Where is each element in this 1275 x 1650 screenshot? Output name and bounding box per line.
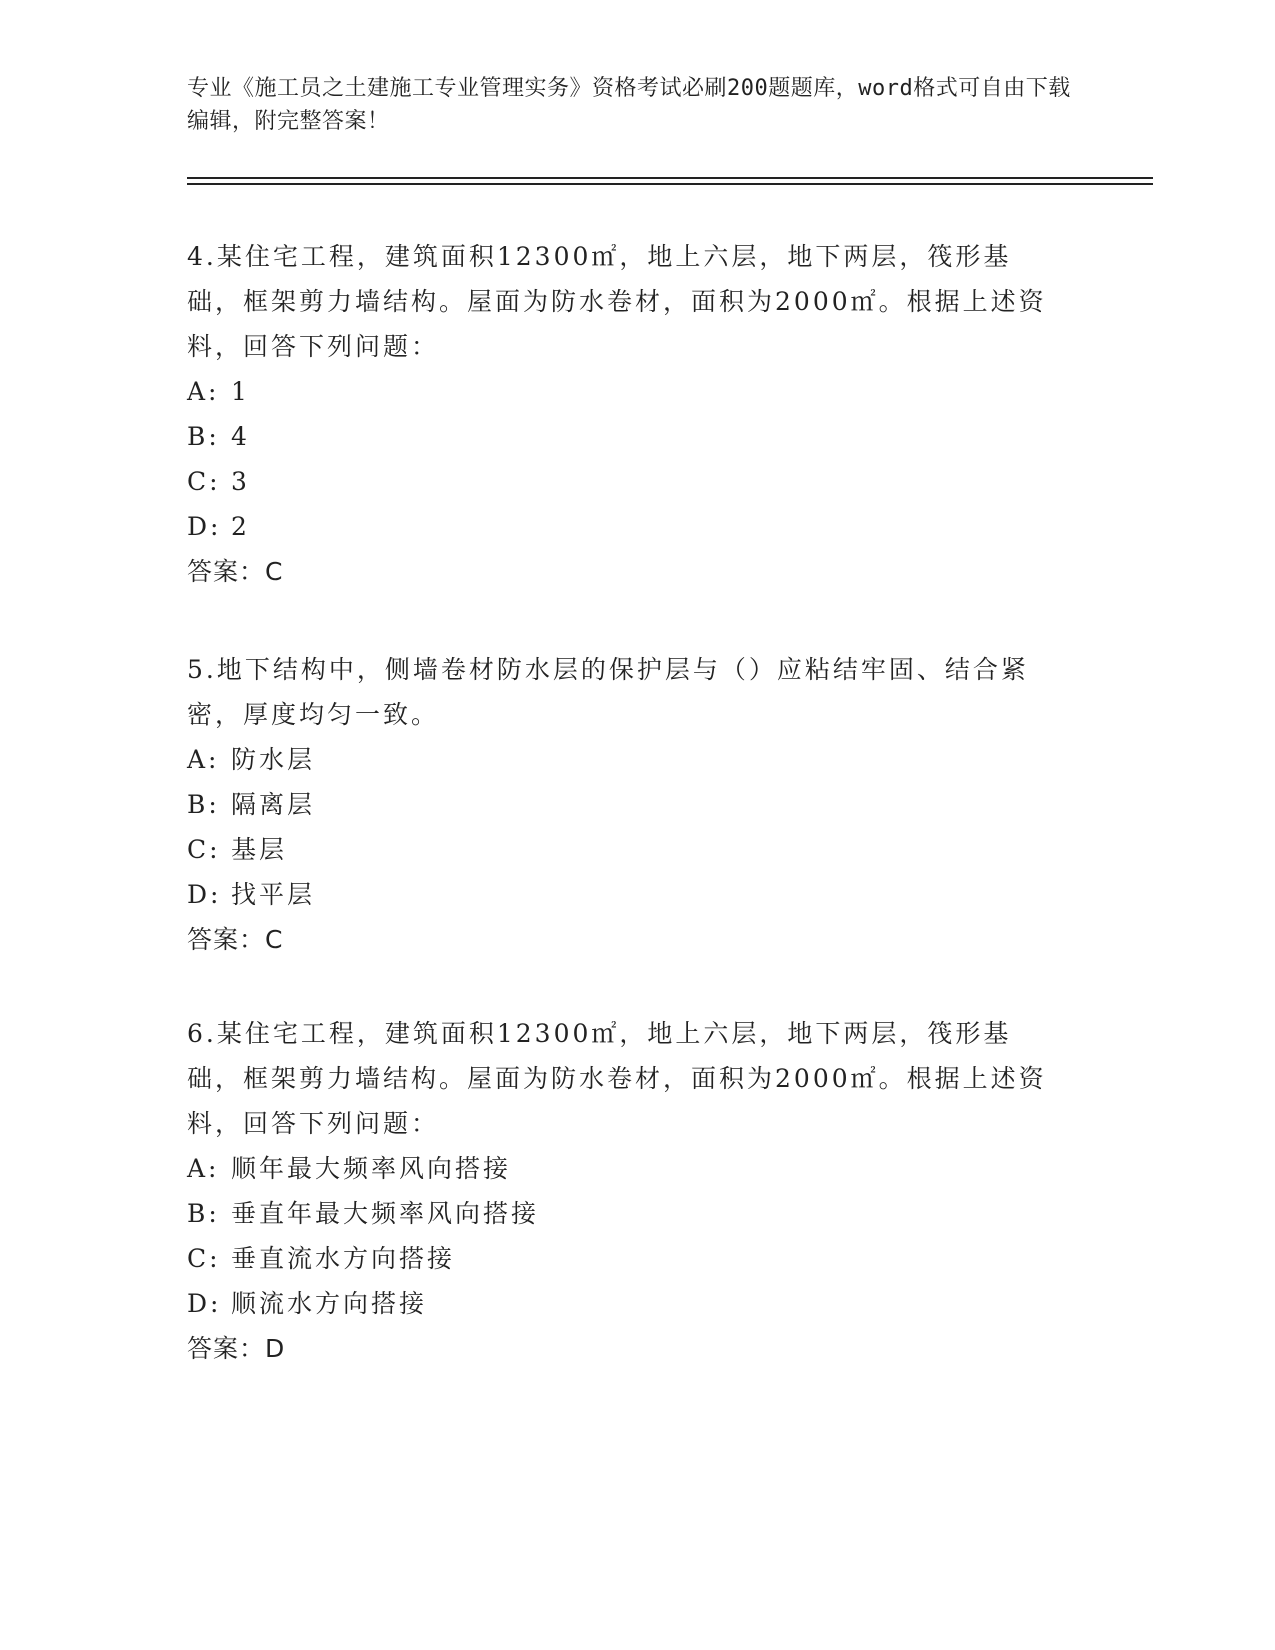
option-c xyxy=(187,459,1067,504)
option-c xyxy=(187,1236,1067,1281)
answer-line: 答案：D xyxy=(187,1334,286,1363)
option-text: 2 xyxy=(231,512,250,541)
question-5 xyxy=(187,647,1067,962)
option-text: 垂直年最大频率风向搭接 xyxy=(231,1199,540,1228)
option-label: C: xyxy=(187,1244,221,1273)
question-4 xyxy=(187,234,1067,594)
question-stem: 4.某住宅工程，建筑面积12300㎡，地上六层，地下两层，筏形基础，框架剪力墙结构。屋面为防水卷材，面积为2000㎡。根据上述资料，回答下列问题： xyxy=(187,242,1047,361)
option-text: 找平层 xyxy=(231,880,316,909)
option-label: A: xyxy=(187,377,220,406)
option-a xyxy=(187,369,1067,414)
option-text: 顺流水方向搭接 xyxy=(231,1289,428,1318)
option-text: 基层 xyxy=(231,835,288,864)
option-label: B: xyxy=(187,1199,220,1228)
option-label: A: xyxy=(187,1154,220,1183)
option-d xyxy=(187,1281,1067,1326)
option-d xyxy=(187,872,1067,917)
option-b xyxy=(187,782,1067,827)
question-6 xyxy=(187,1011,1067,1371)
header-rule-bottom xyxy=(187,183,1153,185)
option-b xyxy=(187,414,1067,459)
option-text: 1 xyxy=(231,377,250,406)
option-label: D: xyxy=(187,880,222,909)
option-label: B: xyxy=(187,422,220,451)
option-d xyxy=(187,504,1067,549)
option-label: D: xyxy=(187,512,222,541)
option-label: B: xyxy=(187,790,220,819)
option-label: C: xyxy=(187,467,221,496)
document-header xyxy=(187,72,1087,138)
option-text: 顺年最大频率风向搭接 xyxy=(231,1154,512,1183)
option-label: D: xyxy=(187,1289,222,1318)
option-a xyxy=(187,737,1067,782)
option-b xyxy=(187,1191,1067,1236)
option-label: A: xyxy=(187,745,220,774)
answer-line: 答案：C xyxy=(187,557,284,586)
option-a xyxy=(187,1146,1067,1191)
header-rule-top xyxy=(187,177,1153,179)
question-stem: 5.地下结构中，侧墙卷材防水层的保护层与（）应粘结牢固、结合紧密，厚度均匀一致。 xyxy=(187,655,1029,729)
option-text: 3 xyxy=(231,467,250,496)
option-text: 隔离层 xyxy=(231,790,316,819)
option-text: 防水层 xyxy=(231,745,316,774)
option-label: C: xyxy=(187,835,221,864)
header-text: 专业《施工员之土建施工专业管理实务》资格考试必刷200题题库，word格式可自由下载编辑，附完整答案！ xyxy=(187,76,1071,134)
option-text: 4 xyxy=(231,422,250,451)
option-c xyxy=(187,827,1067,872)
answer-line: 答案：C xyxy=(187,925,284,954)
question-stem: 6.某住宅工程，建筑面积12300㎡，地上六层，地下两层，筏形基础，框架剪力墙结构。屋面为防水卷材，面积为2000㎡。根据上述资料，回答下列问题： xyxy=(187,1019,1047,1138)
option-text: 垂直流水方向搭接 xyxy=(231,1244,456,1273)
